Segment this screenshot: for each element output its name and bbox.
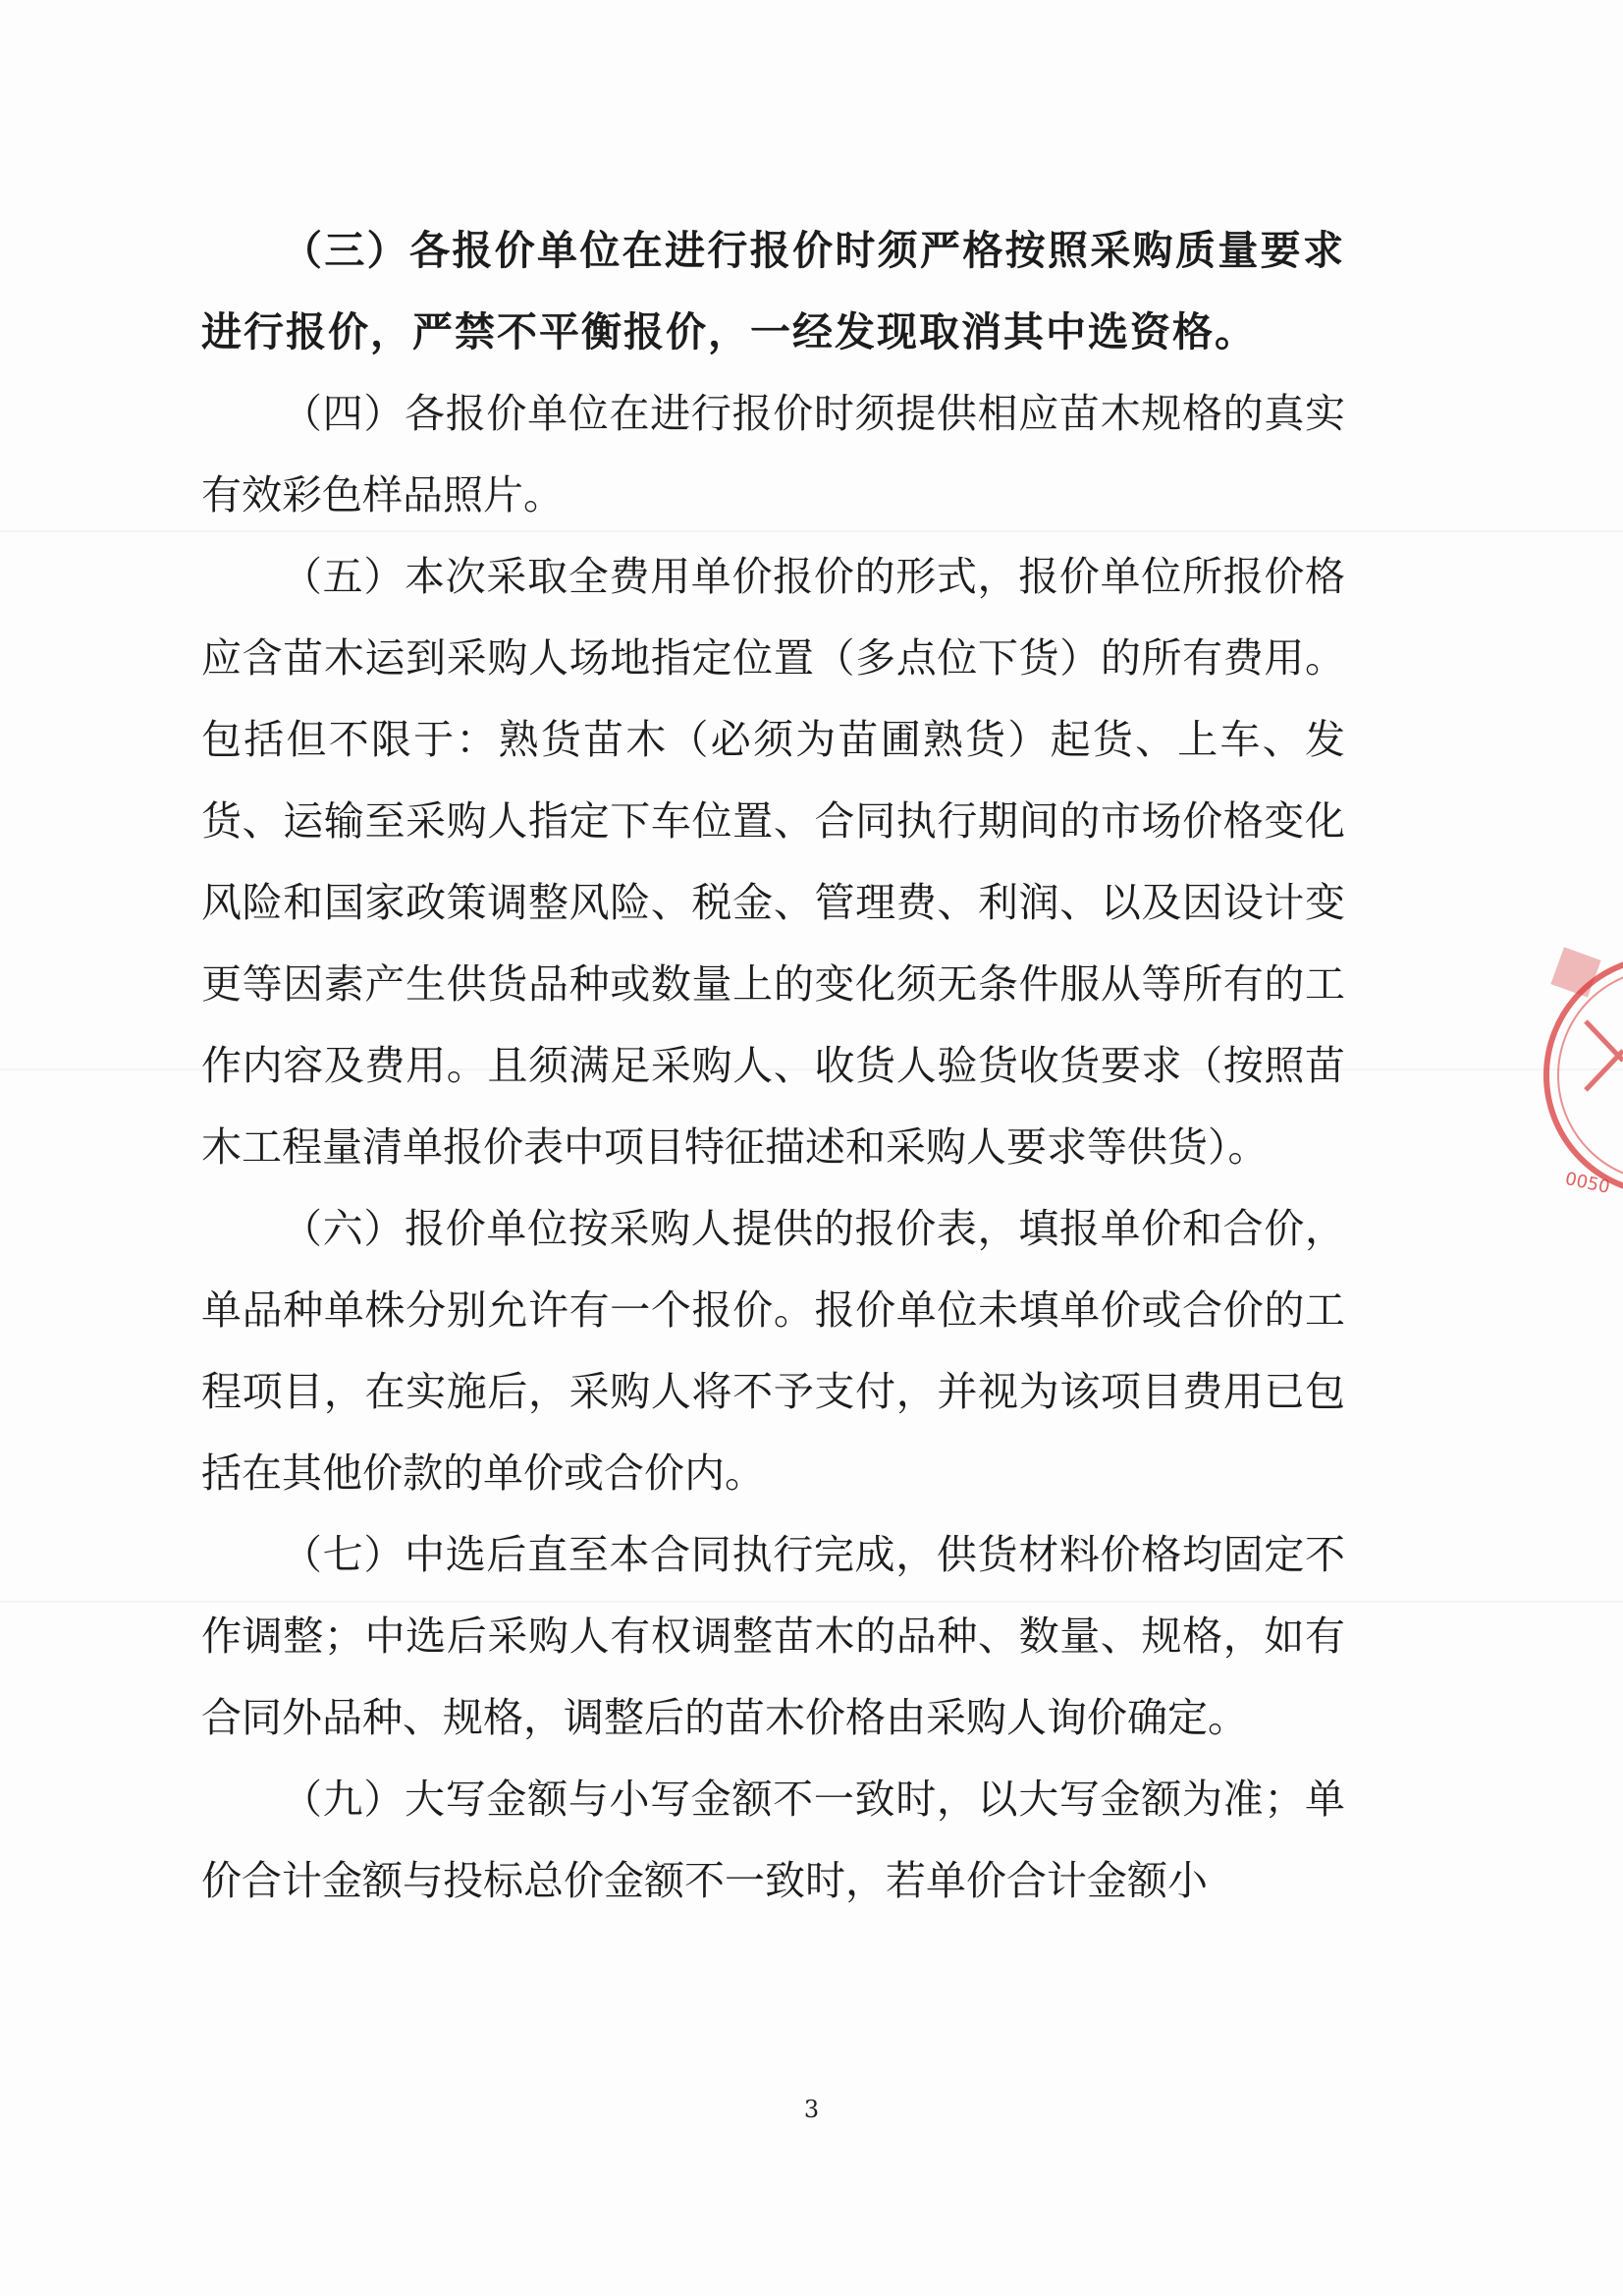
red-seal-stamp [1517,913,1623,1237]
document-body [201,210,1345,1922]
paragraph-3: （三）各报价单位在进行报价时须严格按照采购质量要求进行报价，严禁不平衡报价，一经发现取消其中选资格。 [201,227,1345,355]
seal-icon [1517,913,1623,1237]
paragraph-6: （六）报价单位按采购人提供的报价表，填报单价和合价，单品种单株分别允许有一个报价。报价单位未填单价或合价的工程项目，在实施后，采购人将不予支付，并视为该项目费用已包括在其他价款的单价或合价内。 [201,1205,1345,1497]
seal-fragment-text: 0050 [1563,1168,1612,1198]
paragraph-7: （七）中选后直至本合同执行完成，供货材料价格均固定不作调整；中选后采购人有权调整苗木的品种、数量、规格，如有合同外品种、规格，调整后的苗木价格由采购人询价确定。 [201,1531,1345,1741]
paragraph-9: （九）大写金额与小写金额不一致时，以大写金额为准；单价合计金额与投标总价金额不一致时，若单价合计金额小 [201,1776,1345,1904]
paragraph-5: （五）本次采取全费用单价报价的形式，报价单位所报价格应含苗木运到采购人场地指定位置（多点位下货）的所有费用。包括但不限于：熟货苗木（必须为苗圃熟货）起货、上车、发货、运输至采购人指定下车位置、合同执行期间的市场价格变化风险和国家政策调整风险、税金、管理费、利润、以及因设计变更等因素产生供货品种或数量上的变化须无条件服从等所有的工作内容及费用。且须满足采购人、收货人验货收货要求（按照苗木工程量清单报价表中项目特征描述和采购人要求等供货）。 [201,553,1345,1171]
paragraph-4: （四）各报价单位在进行报价时须提供相应苗木规格的真实有效彩色样品照片。 [201,390,1345,519]
page-number: 3 [803,2096,820,2123]
